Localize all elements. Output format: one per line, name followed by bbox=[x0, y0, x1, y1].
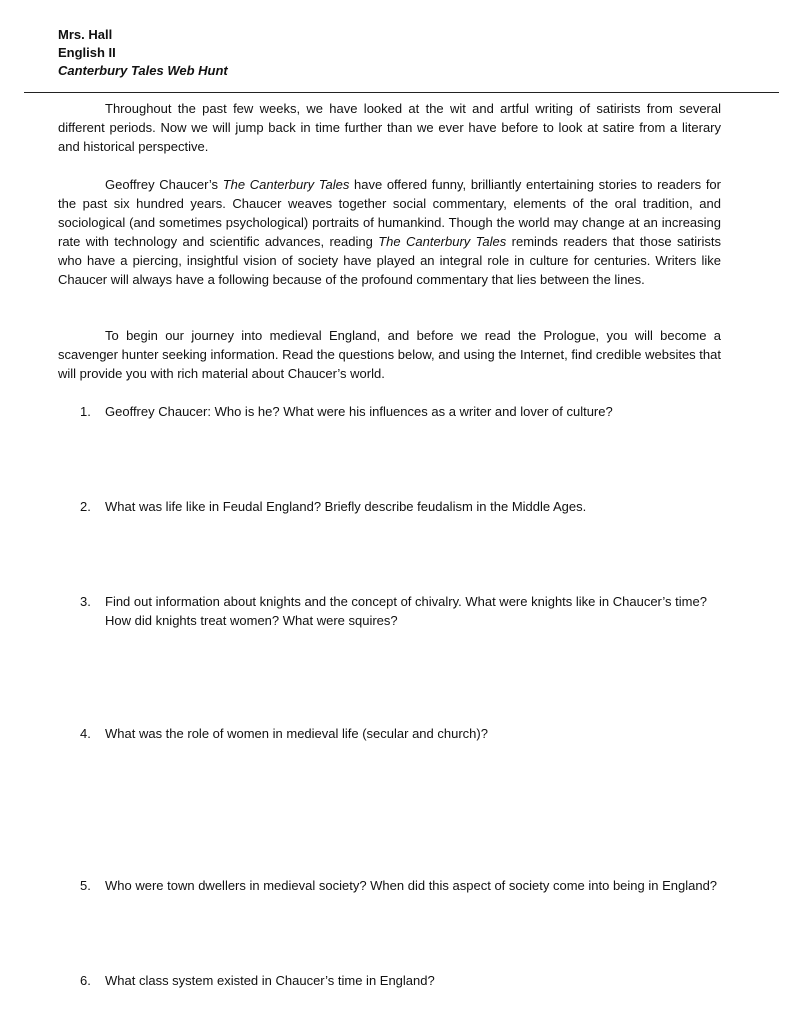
question-number: 4. bbox=[80, 726, 91, 741]
question-text: Find out information about knights and the concept of chivalry. What were knights like in Chaucer’s time? How did knights treat women? What were squires? bbox=[105, 594, 707, 628]
question-number: 2. bbox=[80, 499, 91, 514]
text-run: have offered funny, brilliantly entertaining stories to readers for the past six hundred years. Chaucer weaves together social commentary, elements of the oral tradition, and sociological (and sometimes psychological) portraits of humankind. Though the world may change at an increasing rate with technology and scientific advances, reading bbox=[58, 177, 721, 249]
paragraph-text bbox=[58, 175, 721, 289]
header-divider bbox=[24, 92, 779, 93]
question-text: Who were town dwellers in medieval society? When did this aspect of society come into being in England? bbox=[105, 878, 718, 893]
question-text: Geoffrey Chaucer: Who is he? What were his influences as a writer and lover of culture? bbox=[105, 404, 613, 419]
question-text: What was the role of women in medieval life (secular and church)? bbox=[105, 726, 488, 741]
question-number: 6. bbox=[80, 973, 91, 988]
book-title: The Canterbury Tales bbox=[378, 234, 507, 249]
question-number: 3. bbox=[80, 594, 91, 609]
document-title: Canterbury Tales Web Hunt bbox=[58, 63, 228, 78]
question-text: What class system existed in Chaucer’s time in England? bbox=[105, 973, 435, 988]
teacher-name: Mrs. Hall bbox=[58, 27, 113, 42]
question-number: 1. bbox=[80, 404, 91, 419]
intro-paragraph-2 bbox=[58, 175, 721, 289]
intro-paragraph-1 bbox=[58, 99, 721, 156]
paragraph-text: To begin our journey into medieval England, and before we read the Prologue, you will become a scavenger hunter seeking information. Read the questions below, and using the Internet, find credible websites that will provide you with rich material about Chaucer’s world. bbox=[58, 328, 721, 381]
intro-paragraph-3 bbox=[58, 326, 721, 383]
course-name: English II bbox=[58, 45, 116, 60]
text-run: reminds readers that those satirists who have a piercing, insightful vision of society have played an integral role in culture for centuries. Writers like Chaucer will always have a following because of the profound commentary that lies between the lines. bbox=[58, 234, 722, 287]
question-number: 5. bbox=[80, 878, 91, 893]
paragraph-text: Throughout the past few weeks, we have looked at the wit and artful writing of satirists from several different periods. Now we will jump back in time further than we ever have before to look at satire from a literary and historical perspective. bbox=[58, 101, 721, 154]
question-text: What was life like in Feudal England? Briefly describe feudalism in the Middle Ages. bbox=[105, 499, 587, 514]
book-title: The Canterbury Tales bbox=[222, 177, 350, 192]
document-header bbox=[58, 26, 228, 80]
text-run: Geoffrey Chaucer’s bbox=[105, 177, 223, 192]
